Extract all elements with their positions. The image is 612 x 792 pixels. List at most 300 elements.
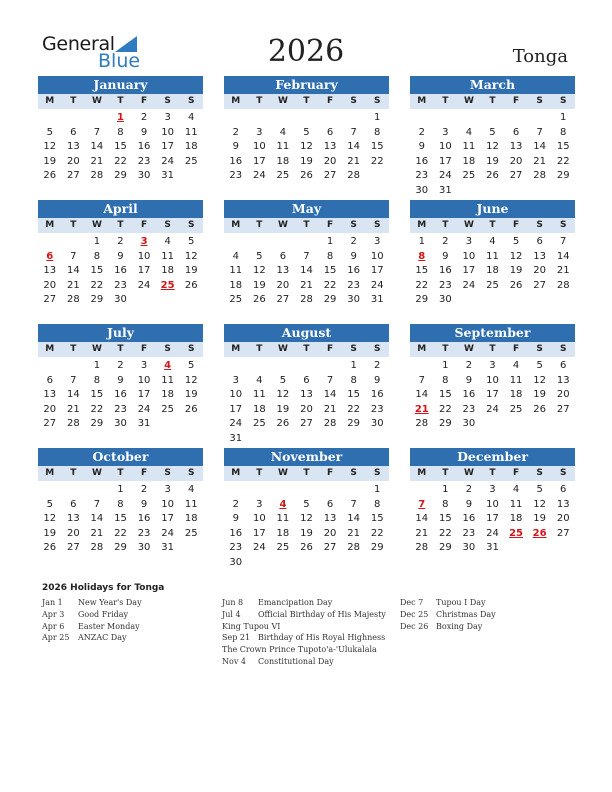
weekday-label: T (117, 96, 124, 106)
day-cell: 28 (415, 418, 429, 430)
holiday-date: Jan 1 (42, 598, 63, 607)
weekday-header (224, 218, 389, 233)
holiday-day-cell: 26 (532, 527, 547, 539)
day-cell: 29 (438, 542, 452, 554)
day-cell: 3 (164, 484, 171, 495)
day-cell: 7 (560, 236, 567, 247)
empty-cell (38, 359, 62, 374)
day-cell: 15 (370, 513, 384, 525)
holiday-name: King Tupou VI (222, 621, 281, 631)
day-cell: 10 (462, 250, 476, 262)
day-cell: 23 (415, 170, 429, 182)
weekday-label: W (277, 96, 288, 106)
day-cell: 5 (536, 360, 543, 371)
weekday-label: S (164, 344, 171, 354)
day-cell: 4 (232, 250, 239, 262)
day-cell: 11 (184, 498, 198, 510)
day-cell: 7 (93, 498, 101, 510)
day-cell: 23 (462, 403, 476, 415)
weekday-label: T (256, 220, 263, 230)
day-cell: 13 (276, 265, 290, 277)
weekday-label: T (442, 220, 449, 230)
day-cell: 14 (90, 513, 104, 525)
day-cell: 14 (347, 513, 360, 525)
day-cell: 16 (415, 155, 429, 167)
day-cell: 20 (323, 527, 337, 539)
weekday-label: W (277, 468, 288, 478)
day-cell: 16 (229, 155, 243, 167)
empty-cell (410, 483, 434, 498)
weekday-label: M (417, 220, 427, 230)
day-cell: 8 (442, 374, 449, 386)
holiday-column (400, 598, 496, 633)
holiday-name: Constitutional Day (258, 656, 334, 666)
holiday-name: Official Birthday of His Majesty (258, 609, 386, 619)
day-cell: 6 (326, 126, 334, 138)
day-cell: 14 (90, 141, 104, 153)
holiday-day-cell: 21 (414, 403, 429, 415)
day-cell: 24 (161, 155, 174, 167)
weekday-label: M (417, 344, 427, 354)
day-cell: 1 (442, 484, 449, 495)
day-cell: 29 (415, 294, 429, 306)
empty-cell (62, 111, 86, 126)
weekday-label: S (559, 344, 567, 354)
day-cell: 26 (184, 279, 198, 291)
day-cell: 13 (556, 498, 570, 510)
day-cell: 4 (188, 112, 195, 123)
holiday-day-cell: 7 (418, 498, 426, 510)
day-cell: 9 (350, 250, 357, 262)
day-cell: 5 (46, 498, 53, 510)
day-cell: 15 (438, 513, 452, 525)
day-cell: 3 (256, 498, 263, 510)
day-cell: 10 (486, 374, 499, 386)
weekday-label: T (256, 468, 263, 478)
day-cell: 26 (300, 542, 313, 554)
holiday-name: Birthday of His Royal Highness (258, 633, 386, 643)
day-cell: 25 (184, 155, 198, 167)
weekday-label: W (463, 96, 474, 106)
holiday-row (222, 622, 386, 634)
day-cell: 30 (114, 418, 127, 430)
day-cell: 17 (161, 513, 174, 525)
empty-cell (38, 483, 62, 498)
day-cell: 23 (137, 155, 151, 167)
weekday-label: F (326, 344, 334, 354)
day-cell: 27 (276, 294, 290, 306)
day-cell: 16 (137, 141, 151, 153)
day-cell: 23 (462, 527, 476, 539)
day-cell: 24 (486, 527, 499, 539)
day-cell: 1 (374, 484, 381, 495)
holiday-day-cell: 6 (46, 250, 54, 262)
weekday-header (38, 342, 203, 357)
weekday-label: S (559, 96, 567, 106)
day-cell: 16 (347, 265, 360, 277)
day-cell: 6 (46, 374, 53, 386)
day-cell: 27 (66, 542, 80, 554)
day-cell: 1 (93, 236, 101, 247)
day-cell: 24 (438, 170, 452, 182)
day-cell: 22 (438, 527, 452, 539)
weekday-label: T (442, 96, 449, 106)
month-december (410, 448, 575, 556)
day-cell: 18 (184, 141, 198, 153)
day-cell: 3 (164, 112, 171, 123)
day-cell: 19 (300, 155, 313, 167)
day-cell: 30 (438, 294, 452, 306)
day-cell: 23 (229, 170, 243, 182)
day-cell: 28 (347, 542, 360, 554)
weekday-label: W (91, 96, 102, 106)
empty-cell (271, 111, 295, 126)
day-cell: 24 (370, 279, 384, 291)
day-cell: 8 (93, 250, 101, 262)
holiday-day-cell: 3 (140, 236, 148, 247)
day-cell: 26 (184, 403, 198, 415)
day-cell: 2 (418, 126, 425, 138)
empty-cell (248, 235, 272, 250)
day-cell: 2 (350, 236, 357, 247)
holiday-day-cell: 1 (117, 112, 124, 123)
day-cell: 5 (188, 236, 195, 247)
day-cell: 6 (303, 374, 310, 386)
day-cell: 19 (276, 403, 290, 415)
weekday-label: S (373, 220, 381, 230)
day-grid (410, 111, 575, 199)
day-cell: 20 (533, 265, 546, 277)
day-cell: 11 (462, 141, 476, 153)
holiday-date: Dec 26 (400, 621, 429, 631)
day-cell: 18 (509, 513, 523, 525)
day-cell: 15 (438, 389, 452, 401)
weekday-label: W (277, 344, 288, 354)
weekday-label: S (536, 220, 543, 230)
holiday-date: Dec 25 (400, 609, 429, 619)
month-august (224, 324, 389, 447)
holiday-date: Sep 21 (222, 633, 251, 643)
day-cell: 30 (462, 542, 476, 554)
day-cell: 3 (374, 236, 381, 247)
day-cell: 24 (462, 279, 476, 291)
day-cell: 17 (137, 265, 151, 277)
day-cell: 25 (486, 279, 499, 291)
holidays-title: 2026 Holidays for Tonga (42, 583, 165, 593)
day-cell: 5 (279, 374, 287, 386)
day-cell: 24 (486, 403, 499, 415)
weekday-label: S (559, 220, 567, 230)
day-cell: 8 (374, 126, 381, 138)
day-cell: 20 (276, 279, 290, 291)
day-cell: 22 (114, 527, 127, 539)
day-cell: 17 (252, 527, 266, 539)
day-cell: 8 (560, 126, 567, 138)
weekday-label: M (45, 468, 55, 478)
day-cell: 10 (252, 513, 266, 525)
day-cell: 29 (370, 542, 384, 554)
day-cell: 24 (252, 170, 266, 182)
weekday-label: T (256, 96, 263, 106)
day-cell: 20 (300, 403, 313, 415)
day-grid (224, 359, 389, 447)
day-cell: 2 (374, 360, 381, 371)
day-cell: 9 (140, 126, 148, 138)
day-cell: 8 (117, 126, 124, 138)
day-cell: 14 (533, 141, 546, 153)
day-cell: 16 (229, 527, 243, 539)
day-cell: 3 (489, 360, 496, 371)
day-cell: 26 (43, 542, 57, 554)
day-cell: 18 (462, 155, 476, 167)
day-cell: 12 (300, 141, 313, 153)
day-grid (38, 235, 203, 308)
weekday-label: M (231, 468, 241, 478)
day-cell: 29 (347, 418, 360, 430)
empty-cell (504, 111, 528, 126)
holiday-name: Boxing Day (436, 621, 483, 631)
day-cell: 12 (184, 374, 198, 386)
day-cell: 2 (232, 126, 239, 138)
day-cell: 14 (66, 389, 80, 401)
day-cell: 26 (509, 279, 523, 291)
day-cell: 31 (438, 184, 452, 196)
empty-cell (38, 111, 62, 126)
holiday-date: Apr 3 (42, 609, 65, 619)
holiday-name: Christmas Day (436, 609, 496, 619)
holiday-day-cell: 8 (418, 250, 426, 262)
weekday-header (38, 466, 203, 481)
day-grid (224, 111, 389, 184)
day-cell: 14 (300, 265, 313, 277)
weekday-label: T (303, 96, 310, 106)
day-cell: 28 (556, 279, 570, 291)
weekday-label: S (187, 468, 195, 478)
weekday-label: S (536, 344, 543, 354)
day-cell: 28 (415, 542, 429, 554)
weekday-header (410, 94, 575, 109)
day-cell: 1 (442, 360, 449, 371)
day-cell: 30 (229, 556, 243, 568)
day-cell: 4 (164, 236, 171, 247)
empty-cell (342, 483, 366, 498)
day-cell: 26 (486, 170, 499, 182)
day-cell: 22 (438, 403, 452, 415)
month-title: July (38, 324, 203, 342)
day-cell: 31 (161, 170, 174, 182)
empty-cell (318, 111, 342, 126)
day-cell: 5 (536, 484, 543, 495)
day-cell: 4 (512, 484, 520, 495)
weekday-label: W (277, 220, 288, 230)
holiday-name: New Year's Day (78, 598, 142, 607)
month-title: May (224, 200, 389, 218)
day-cell: 2 (117, 236, 124, 247)
day-cell: 16 (462, 513, 476, 525)
day-cell: 13 (533, 250, 546, 262)
day-cell: 30 (137, 170, 151, 182)
day-cell: 30 (137, 542, 151, 554)
day-grid (38, 111, 203, 184)
day-cell: 30 (114, 294, 127, 306)
day-cell: 17 (438, 155, 452, 167)
day-cell: 9 (374, 374, 381, 386)
weekday-label: T (442, 468, 449, 478)
weekday-header (224, 466, 389, 481)
day-cell: 31 (161, 542, 174, 554)
weekday-label: F (326, 468, 334, 478)
day-cell: 3 (140, 360, 148, 371)
day-cell: 20 (556, 389, 570, 401)
day-cell: 7 (350, 498, 357, 510)
day-cell: 7 (70, 374, 77, 386)
day-cell: 5 (512, 236, 520, 247)
empty-cell (481, 111, 505, 126)
holiday-date: Dec 7 (400, 598, 424, 607)
day-cell: 8 (374, 498, 381, 510)
day-cell: 16 (462, 389, 476, 401)
day-cell: 9 (442, 250, 449, 262)
day-cell: 17 (370, 265, 384, 277)
weekday-label: F (512, 220, 520, 230)
day-cell: 20 (66, 155, 80, 167)
day-cell: 2 (232, 498, 239, 510)
day-cell: 11 (184, 126, 198, 138)
weekday-label: F (326, 96, 334, 106)
day-cell: 5 (303, 498, 310, 510)
day-cell: 15 (323, 265, 337, 277)
day-cell: 2 (465, 360, 473, 371)
day-cell: 6 (279, 250, 287, 262)
day-cell: 28 (90, 170, 104, 182)
day-cell: 8 (117, 498, 124, 510)
holiday-date: Nov 4 (222, 656, 246, 666)
day-cell: 18 (184, 513, 198, 525)
day-cell: 13 (43, 389, 57, 401)
day-cell: 29 (438, 418, 452, 430)
day-cell: 15 (556, 141, 570, 153)
day-cell: 16 (438, 265, 452, 277)
weekday-label: T (117, 220, 124, 230)
weekday-header (410, 342, 575, 357)
day-cell: 25 (184, 527, 198, 539)
calendar-year: 2026 (267, 34, 345, 69)
day-cell: 10 (137, 374, 151, 386)
day-cell: 12 (533, 374, 546, 386)
holiday-row (222, 645, 386, 657)
month-july (38, 324, 203, 432)
day-cell: 14 (347, 141, 360, 153)
month-title: November (224, 448, 389, 466)
day-cell: 28 (347, 170, 360, 182)
weekday-label: F (140, 96, 148, 106)
day-cell: 29 (90, 294, 104, 306)
day-cell: 7 (418, 374, 425, 386)
day-cell: 23 (114, 279, 127, 291)
day-cell: 27 (323, 170, 337, 182)
day-cell: 12 (509, 250, 523, 262)
day-cell: 27 (556, 403, 570, 415)
weekday-label: W (91, 468, 102, 478)
day-cell: 21 (415, 527, 429, 539)
day-cell: 31 (486, 542, 499, 554)
day-cell: 12 (533, 498, 546, 510)
empty-cell (62, 483, 86, 498)
day-cell: 29 (90, 418, 104, 430)
day-grid (410, 483, 575, 556)
day-grid (224, 483, 389, 571)
holiday-row (42, 633, 142, 645)
day-cell: 28 (90, 542, 104, 554)
day-cell: 7 (350, 126, 357, 138)
day-cell: 28 (323, 418, 337, 430)
empty-cell (295, 111, 319, 126)
month-title: January (38, 76, 203, 94)
day-grid (410, 359, 575, 432)
day-cell: 22 (556, 155, 570, 167)
day-cell: 11 (509, 374, 523, 386)
day-cell: 25 (276, 170, 290, 182)
day-cell: 10 (370, 250, 384, 262)
logo-word-blue: Blue (98, 50, 141, 72)
weekday-label: M (417, 468, 427, 478)
holiday-date: Jul 4 (222, 609, 241, 619)
weekday-label: T (489, 468, 496, 478)
day-cell: 15 (114, 513, 127, 525)
weekday-label: M (231, 220, 241, 230)
day-cell: 4 (465, 126, 473, 138)
weekday-label: M (45, 96, 55, 106)
empty-cell (271, 483, 295, 498)
holiday-name: ANZAC Day (78, 633, 127, 643)
day-cell: 14 (66, 265, 80, 277)
weekday-label: F (512, 344, 520, 354)
weekday-header (224, 94, 389, 109)
day-cell: 27 (509, 170, 523, 182)
day-cell: 23 (137, 527, 151, 539)
holiday-name: Emancipation Day (258, 598, 333, 607)
day-cell: 17 (161, 141, 174, 153)
day-cell: 26 (300, 170, 313, 182)
day-cell: 2 (140, 484, 148, 495)
day-cell: 23 (229, 542, 243, 554)
month-title: October (38, 448, 203, 466)
day-cell: 29 (323, 294, 337, 306)
empty-cell (271, 235, 295, 250)
holiday-row (42, 622, 142, 634)
day-cell: 24 (252, 542, 266, 554)
holiday-row (222, 598, 386, 610)
day-cell: 31 (370, 294, 384, 306)
empty-cell (528, 111, 552, 126)
empty-cell (62, 359, 86, 374)
day-cell: 15 (370, 141, 384, 153)
empty-cell (224, 111, 248, 126)
holiday-column (222, 598, 386, 669)
holiday-name: The Crown Prince Tupoto'a-'Ulukalala (222, 645, 377, 655)
weekday-label: F (140, 220, 148, 230)
weekday-label: F (140, 344, 148, 354)
holiday-row (222, 610, 386, 622)
day-cell: 13 (509, 141, 523, 153)
empty-cell (224, 235, 248, 250)
weekday-label: T (489, 344, 496, 354)
weekday-label: T (70, 220, 77, 230)
day-cell: 16 (114, 265, 127, 277)
day-cell: 5 (303, 126, 310, 138)
day-cell: 9 (418, 141, 425, 153)
weekday-label: T (70, 96, 77, 106)
